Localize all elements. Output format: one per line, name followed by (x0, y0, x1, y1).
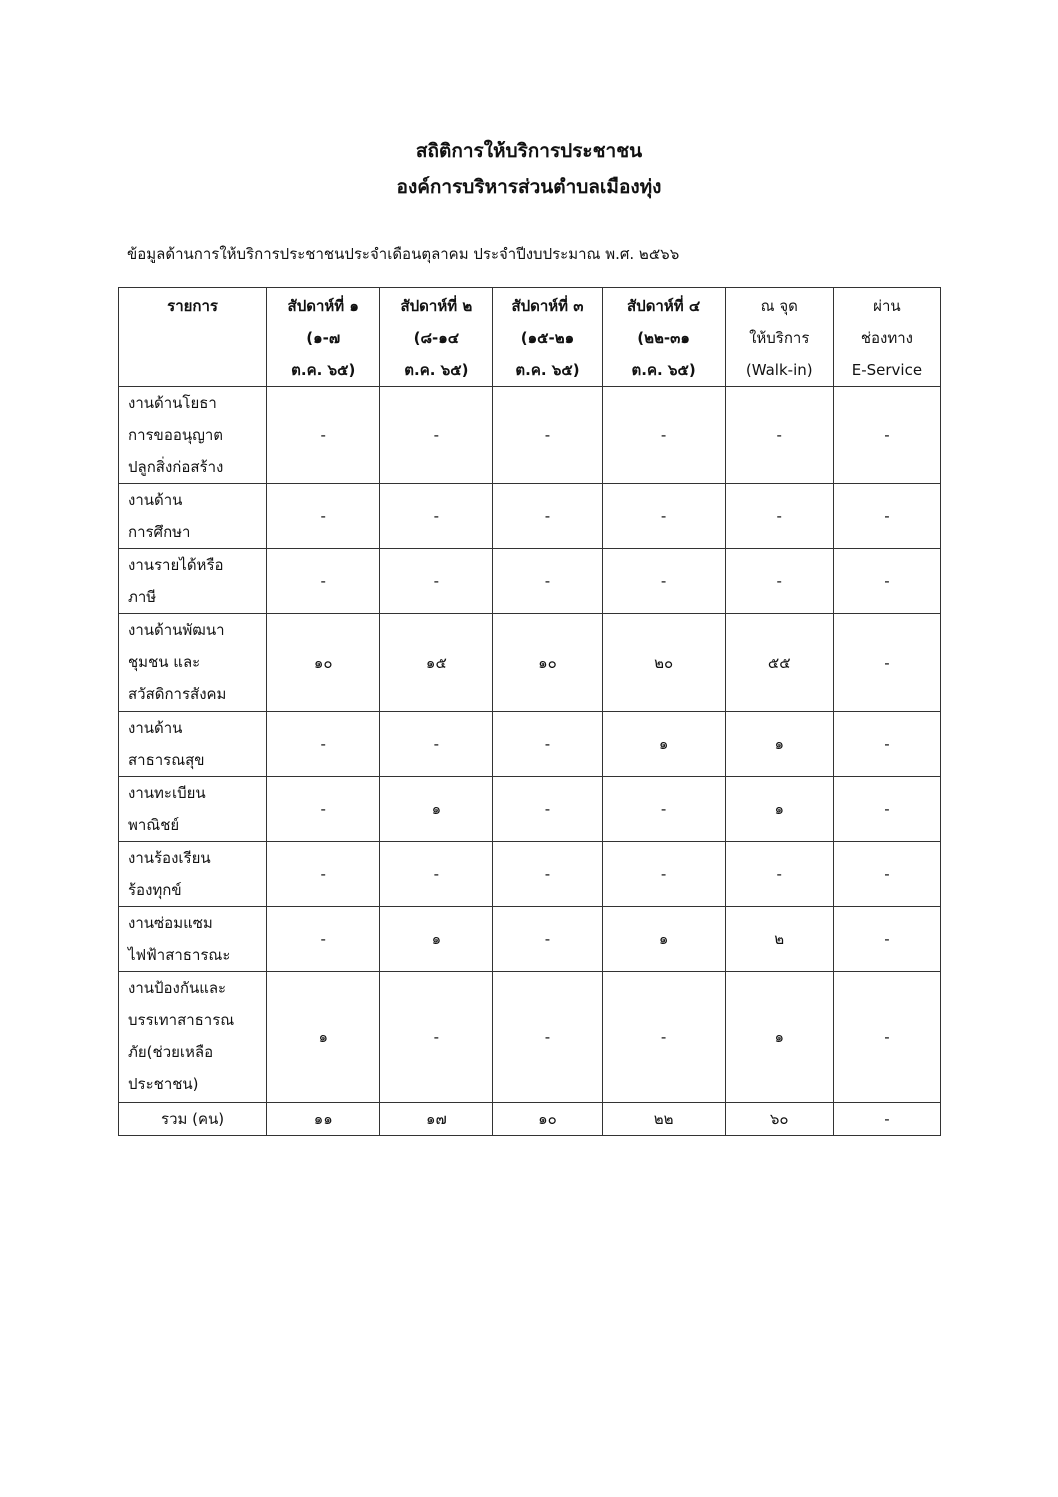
cell-week-4: ๑ (602, 907, 725, 972)
cell-week-1: - (267, 549, 380, 614)
table-row (119, 712, 941, 777)
table-row (119, 842, 941, 907)
cell-walk-in: ๒ (725, 907, 833, 972)
cell-e-service: - (833, 777, 940, 842)
cell-walk-in: ๑ (725, 712, 833, 777)
table-row (119, 387, 941, 484)
row-label: งานด้าน สาธารณสุข (119, 712, 267, 777)
row-label: งานร้องเรียน ร้องทุกข์ (119, 842, 267, 907)
cell-walk-in: ๑ (725, 777, 833, 842)
row-label: งานซ่อมแซม ไฟฟ้าสาธารณะ (119, 907, 267, 972)
total-week-1: ๑๑ (267, 1103, 380, 1136)
cell-week-2: ๑ (380, 907, 493, 972)
cell-week-1: ๑ (267, 972, 380, 1103)
cell-week-2: - (380, 712, 493, 777)
cell-e-service: - (833, 387, 940, 484)
total-e-service: - (833, 1103, 940, 1136)
cell-week-1: - (267, 907, 380, 972)
table-row (119, 614, 941, 712)
cell-week-3: - (493, 549, 602, 614)
cell-week-3: - (493, 712, 602, 777)
cell-week-4: - (602, 777, 725, 842)
cell-week-2: - (380, 842, 493, 907)
table-row (119, 972, 941, 1103)
cell-week-4: - (602, 842, 725, 907)
cell-week-3: - (493, 907, 602, 972)
cell-week-4: ๑ (602, 712, 725, 777)
cell-week-1: ๑๐ (267, 614, 380, 712)
row-label: งานป้องกันและ บรรเทาสาธารณ ภัย(ช่วยเหลือ ประชาชน) (119, 972, 267, 1103)
row-label: งานทะเบียน พาณิชย์ (119, 777, 267, 842)
header-week-3: สัปดาห์ที่ ๓ (๑๕-๒๑ ต.ค. ๖๕) (493, 288, 602, 387)
cell-week-3: - (493, 972, 602, 1103)
cell-week-2: - (380, 387, 493, 484)
cell-week-4: ๒๐ (602, 614, 725, 712)
cell-week-1: - (267, 387, 380, 484)
cell-week-1: - (267, 842, 380, 907)
header-e-service: ผ่าน ช่องทาง E-Service (833, 288, 940, 387)
cell-walk-in: ๕๕ (725, 614, 833, 712)
cell-week-4: - (602, 549, 725, 614)
cell-week-1: - (267, 777, 380, 842)
row-label: งานด้านพัฒนา ชุมชน และ สวัสดิการสังคม (119, 614, 267, 712)
cell-e-service: - (833, 614, 940, 712)
table-row (119, 484, 941, 549)
cell-e-service: - (833, 842, 940, 907)
cell-e-service: - (833, 712, 940, 777)
row-label: งานด้านโยธา การขออนุญาต ปลูกสิ่งก่อสร้าง (119, 387, 267, 484)
cell-week-1: - (267, 484, 380, 549)
header-walk-in: ณ จุด ให้บริการ (Walk-in) (725, 288, 833, 387)
cell-walk-in: - (725, 484, 833, 549)
cell-e-service: - (833, 549, 940, 614)
total-walk-in: ๖๐ (725, 1103, 833, 1136)
cell-week-3: - (493, 484, 602, 549)
report-subtitle: ข้อมูลด้านการให้บริการประชาชนประจำเดือนตุลาคม ประจำปีงบประมาณ พ.ศ. ๒๕๖๖ (127, 245, 680, 263)
cell-week-1: - (267, 712, 380, 777)
cell-walk-in: - (725, 842, 833, 907)
cell-week-2: - (380, 484, 493, 549)
cell-week-3: - (493, 777, 602, 842)
header-week-2: สัปดาห์ที่ ๒ (๘-๑๔ ต.ค. ๖๕) (380, 288, 493, 387)
cell-week-3: - (493, 387, 602, 484)
table-row (119, 777, 941, 842)
total-week-3: ๑๐ (493, 1103, 602, 1136)
cell-walk-in: ๑ (725, 972, 833, 1103)
table-row (119, 907, 941, 972)
cell-week-2: - (380, 549, 493, 614)
row-label: งานด้าน การศึกษา (119, 484, 267, 549)
organization-name: องค์การบริหารส่วนตำบลเมืองทุ่ง (396, 176, 662, 198)
table-row (119, 549, 941, 614)
cell-e-service: - (833, 972, 940, 1103)
header-week-4: สัปดาห์ที่ ๔ (๒๒-๓๑ ต.ค. ๖๕) (602, 288, 725, 387)
total-week-4: ๒๒ (602, 1103, 725, 1136)
page-title: สถิติการให้บริการประชาชน (415, 140, 643, 162)
service-statistics-table (118, 287, 941, 1136)
header-item: รายการ (119, 288, 267, 387)
cell-e-service: - (833, 484, 940, 549)
cell-week-4: - (602, 972, 725, 1103)
cell-walk-in: - (725, 387, 833, 484)
cell-week-3: ๑๐ (493, 614, 602, 712)
cell-week-4: - (602, 484, 725, 549)
cell-week-2: ๑ (380, 777, 493, 842)
total-label: รวม (คน) (119, 1103, 267, 1136)
header-week-1: สัปดาห์ที่ ๑ (๑-๗ ต.ค. ๖๕) (267, 288, 380, 387)
cell-walk-in: - (725, 549, 833, 614)
cell-week-2: - (380, 972, 493, 1103)
cell-week-4: - (602, 387, 725, 484)
table-header-row (119, 288, 941, 387)
cell-e-service: - (833, 907, 940, 972)
total-row (119, 1103, 941, 1136)
total-week-2: ๑๗ (380, 1103, 493, 1136)
row-label: งานรายได้หรือ ภาษี (119, 549, 267, 614)
cell-week-2: ๑๕ (380, 614, 493, 712)
cell-week-3: - (493, 842, 602, 907)
